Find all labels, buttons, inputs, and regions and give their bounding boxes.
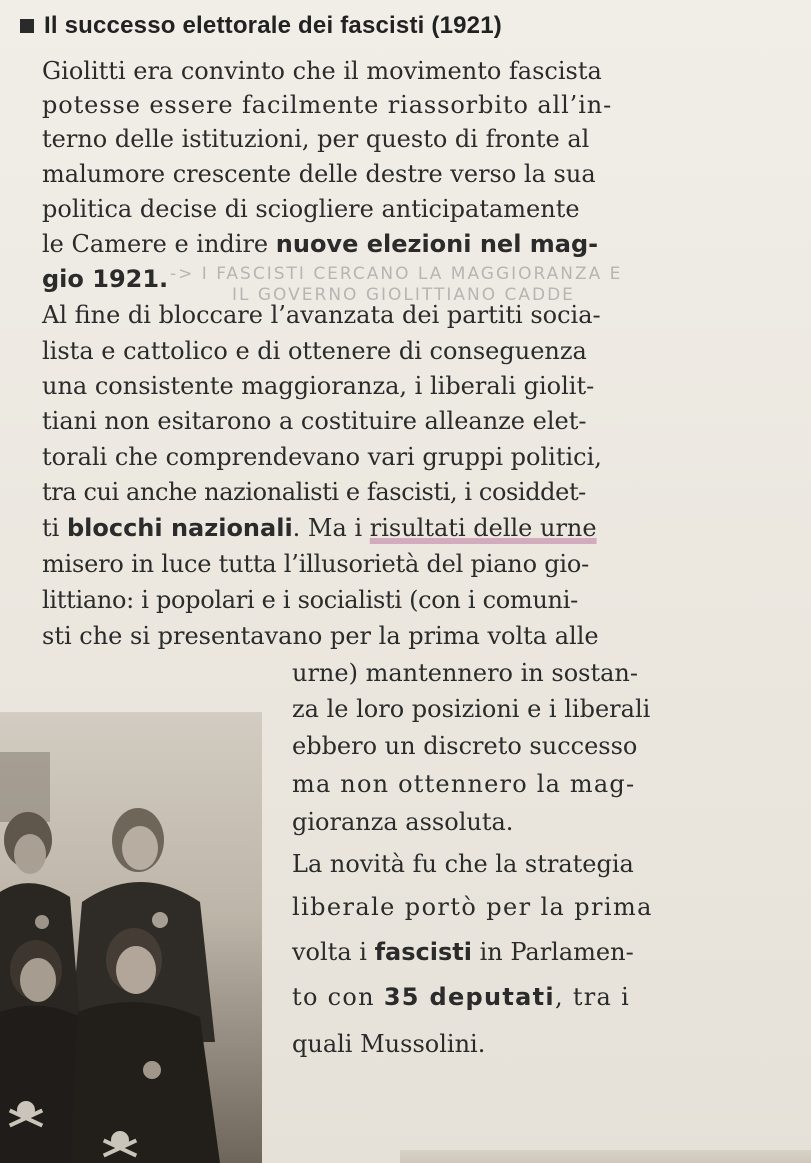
paragraph-1-line-4: malumore crescente delle destre verso la sua <box>42 160 596 188</box>
paragraph-3-line-3 <box>292 935 634 969</box>
elections-highlight: nuove elezioni nel mag- <box>275 230 599 258</box>
paragraph-2-line-12: za le loro posizioni e i liberali <box>292 695 651 723</box>
risultati-urne-underlined: risultati delle urne <box>369 514 597 542</box>
paragraph-2-line-11: urne) mantennero in sostan- <box>292 659 638 687</box>
paragraph-2-line-5: torali che comprendevano vari gruppi politici, <box>42 443 602 471</box>
paragraph-2-line-4: tiani non esitarono a costituire alleanze elet- <box>42 407 587 435</box>
paragraph-2-line-15: gioranza assoluta. <box>292 808 514 836</box>
blocchi-nazionali-term: blocchi nazionali <box>66 514 293 542</box>
square-bullet-icon <box>20 19 34 33</box>
paragraph-3-line-3-prefix: volta i <box>292 938 375 966</box>
handwritten-note-line-2: IL GOVERNO GIOLITTIANO CADDE <box>232 285 575 305</box>
paragraph-1-line-7: gio 1921. <box>42 265 169 293</box>
paragraph-1-line-3: terno delle istituzioni, per questo di fronte al <box>42 125 590 153</box>
historical-photo <box>0 712 262 1163</box>
paragraph-2-line-6: tra cui anche nazionalisti e fascisti, i cosiddet- <box>42 478 586 506</box>
paragraph-3-line-5: quali Mussolini. <box>292 1030 486 1058</box>
paragraph-2-line-13: ebbero un discreto successo <box>292 732 638 760</box>
paragraph-2-line-14: ma non ottennero la mag- <box>292 770 636 798</box>
paragraph-1-line-6 <box>42 227 598 261</box>
paragraph-2-line-2: lista e cattolico e di ottenere di conseguenza <box>42 337 587 365</box>
handwritten-note-line-1: -> I FASCISTI CERCANO LA MAGGIORANZA E <box>170 264 623 284</box>
paragraph-2-line-1: Al fine di bloccare l’avanzata dei partiti socia- <box>42 301 601 329</box>
paragraph-1-line-1: Giolitti era convinto che il movimento fascista <box>42 57 602 85</box>
deputati-count: 35 deputati <box>383 983 555 1011</box>
paragraph-3-line-4 <box>292 980 630 1014</box>
paragraph-2-line-8: misero in luce tutta l’illusorietà del piano gio- <box>42 550 590 578</box>
paragraph-3-line-4-prefix: to con <box>292 983 384 1011</box>
paragraph-3-line-1: La novità fu che la strategia <box>292 850 634 878</box>
paragraph-3-line-2: liberale portò per la prima <box>292 893 653 921</box>
paragraph-3-line-4-suffix: , tra i <box>554 983 631 1011</box>
paragraph-1-line-5: politica decise di sciogliere anticipatamente <box>42 195 580 223</box>
paragraph-2-line-7-prefix: ti <box>42 514 67 542</box>
paragraph-1-line-2: potesse essere facilmente riassorbito all’in- <box>42 91 613 119</box>
paragraph-2-line-3: una consistente maggioranza, i liberali giolit- <box>42 372 595 400</box>
section-title: Il successo elettorale dei fascisti (1921) <box>44 12 502 39</box>
paragraph-2-line-10: sti che si presentavano per la prima volta alle <box>42 622 599 650</box>
fascisti-term: fascisti <box>374 938 472 966</box>
paragraph-1-line-6-text: le Camere e indire <box>42 230 276 258</box>
paragraph-3-line-3-suffix: in Parlamen- <box>471 938 634 966</box>
paragraph-2-line-9: littiano: i popolari e i socialisti (con i comuni- <box>42 586 578 614</box>
paragraph-2-line-7 <box>42 511 597 545</box>
page-edge <box>400 1150 811 1163</box>
paragraph-2-line-7-mid: . Ma i <box>292 514 370 542</box>
section-heading <box>20 4 502 48</box>
